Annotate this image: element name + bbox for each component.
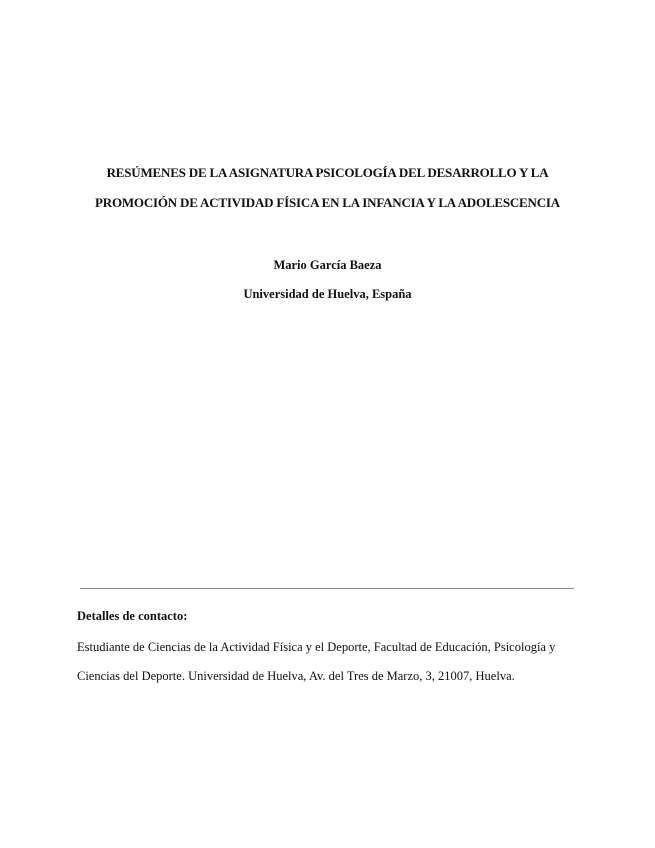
author-affiliation: Universidad de Huelva, España [243, 287, 412, 301]
contact-line-1: Estudiante de Ciencias de la Actividad Física y el Deporte, Facultad de Educación, Psicología y [77, 640, 556, 654]
document-title [60, 158, 595, 218]
author-name: Mario García Baeza [273, 258, 382, 272]
contact-heading: Detalles de contacto: [77, 609, 188, 623]
title-line-2: PROMOCIÓN DE ACTIVIDAD FÍSICA EN LA INFANCIA Y LA ADOLESCENCIA [95, 195, 560, 210]
title-line-1: RESÚMENES DE LA ASIGNATURA PSICOLOGÍA DEL DESARROLLO Y LA [106, 165, 549, 180]
contact-line-2: Ciencias del Deporte. Universidad de Huelva, Av. del Tres de Marzo, 3, 21007, Huelva. [77, 669, 515, 683]
contact-body [77, 633, 577, 691]
author-block [60, 251, 595, 309]
footnote-divider [80, 588, 574, 589]
contact-details [77, 604, 577, 691]
